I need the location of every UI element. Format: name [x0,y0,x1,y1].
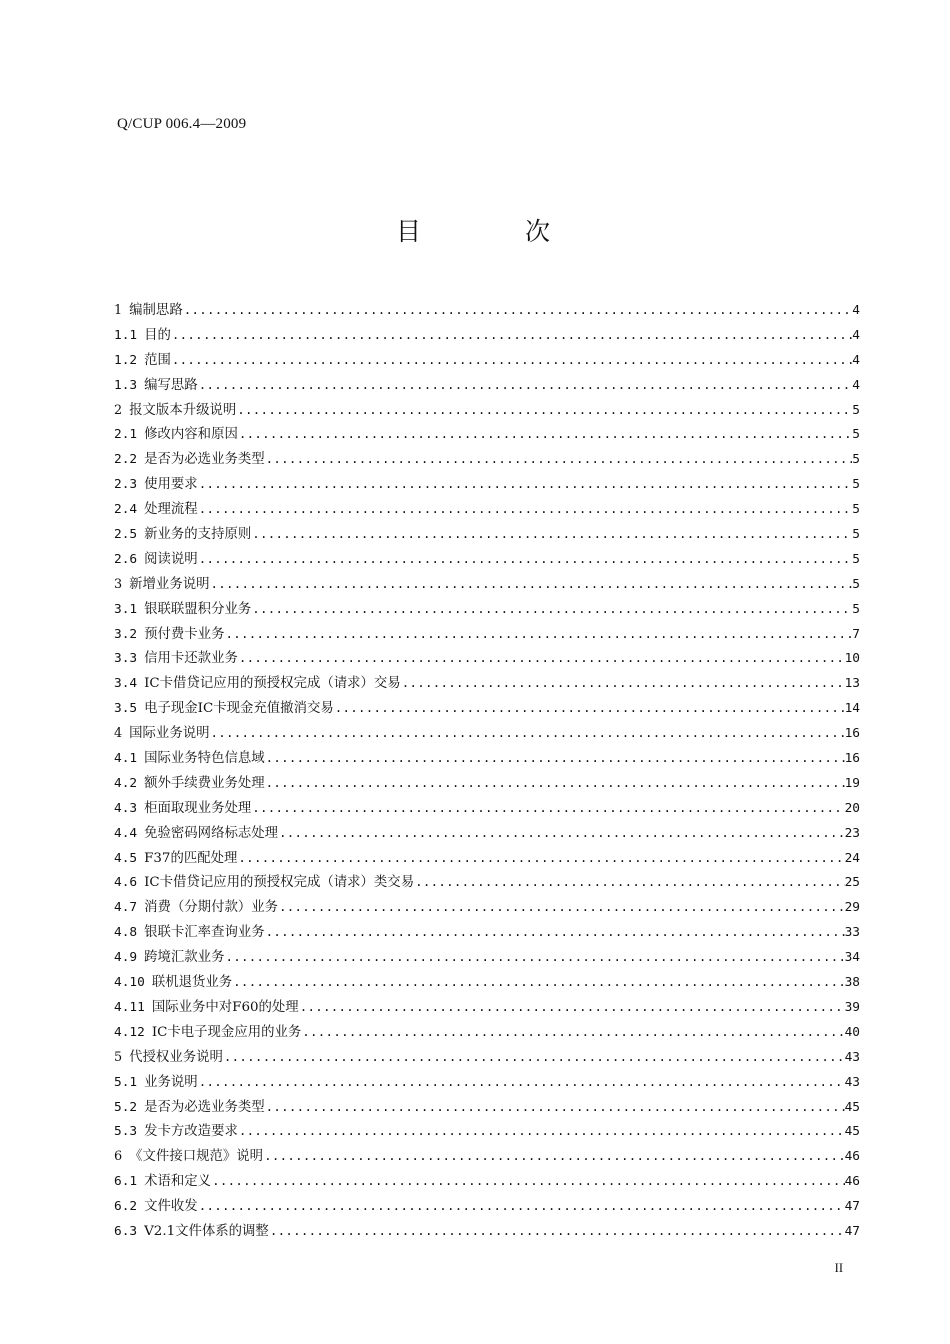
toc-entry-page: 45 [844,1099,860,1115]
toc-entry-number: 4.8 [114,925,138,941]
toc-dot-leader [414,870,844,895]
toc-entry[interactable] [114,323,860,348]
toc-entry-page: 43 [844,1049,860,1065]
toc-entry-number: 3.2 [114,626,138,642]
toc-entry-page: 23 [844,825,860,841]
toc-entry[interactable] [114,422,860,447]
toc-entry-number: 4.9 [114,950,138,966]
toc-entry-page: 43 [844,1074,860,1090]
toc-entry[interactable] [114,1119,860,1144]
toc-entry-number: 2.6 [114,551,138,567]
toc-dot-leader [211,1169,845,1194]
toc-dot-leader [401,671,845,696]
toc-entry[interactable] [114,348,860,373]
toc-entry-title: 跨境汇款业务 [144,950,225,966]
toc-dot-leader [251,522,852,547]
toc-entry-title: 电子现金IC卡现金充值撤消交易 [144,701,334,717]
toc-dot-leader [198,1070,845,1095]
toc-dot-leader [334,696,845,721]
toc-entry-number: 1.3 [114,377,138,393]
toc-entry-title: 使用要求 [144,477,198,493]
toc-entry[interactable] [114,1045,860,1070]
toc-entry-title: 国际业务中对F60的处理 [151,999,299,1015]
toc-entry-title: 代授权业务说明 [129,1049,223,1065]
toc-entry-page: 4 [852,377,860,393]
toc-entry[interactable] [114,373,860,398]
toc-entry[interactable] [114,671,860,696]
toc-entry-number: 1.2 [114,352,138,368]
toc-dot-leader [238,646,845,671]
toc-entry-page: 16 [844,726,860,742]
toc-entry-number: 4.3 [114,800,138,816]
toc-dot-leader [210,572,853,597]
toc-entry-page: 5 [852,551,860,567]
toc-entry-number: 4.12 [114,1024,145,1040]
toc-entry-title: 是否为必选业务类型 [144,1099,265,1115]
toc-entry-title: V2.1文件体系的调整 [144,1223,269,1239]
toc-entry-page: 14 [844,701,860,717]
toc-entry-title: 免验密码网络标志处理 [144,825,279,841]
toc-title: 目 次 [396,217,598,246]
toc-entry-title: 银联卡汇率查询业务 [144,925,265,941]
toc-entry[interactable] [114,796,860,821]
toc-dot-leader [238,1119,845,1144]
toc-entry-page: 39 [844,999,860,1015]
toc-entry-title: IC卡电子现金应用的业务 [151,1024,302,1040]
toc-entry-page: 5 [852,477,860,493]
toc-entry-page: 46 [844,1174,860,1190]
toc-entry-page: 10 [844,651,860,667]
toc-entry[interactable] [114,1020,860,1045]
toc-entry-number: 5.3 [114,1124,138,1140]
toc-dot-leader [301,1020,844,1045]
toc-dot-leader [198,497,853,522]
toc-dot-leader [265,920,845,945]
toc-entry-page: 13 [844,676,860,692]
toc-dot-leader [237,846,844,871]
toc-entry[interactable] [114,522,860,547]
toc-dot-leader [171,348,852,373]
toc-entry-page: 4 [852,352,860,368]
toc-entry-page: 19 [844,775,860,791]
toc-entry-title: IC卡借贷记应用的预授权完成（请求）类交易 [144,875,415,891]
document-code: Q/CUP 006.4—2009 [117,116,247,132]
toc-entry-title: 消费（分期付款）业务 [144,900,279,916]
toc-entry[interactable] [114,547,860,572]
toc-entry[interactable] [114,821,860,846]
toc-entry[interactable] [114,1144,860,1169]
toc-dot-leader [299,995,845,1020]
toc-dot-leader [198,373,853,398]
toc-entry-number: 2.2 [114,452,138,468]
toc-entry-page: 34 [844,950,860,966]
toc-entry-title: 阅读说明 [144,551,198,567]
toc-entry-page: 5 [852,452,860,468]
toc-entry-title: 术语和定义 [144,1174,212,1190]
toc-entry-number: 2.1 [114,427,138,443]
toc-dot-leader [171,323,852,348]
toc-entry[interactable] [114,846,860,871]
toc-entry[interactable] [114,771,860,796]
toc-dot-leader [198,472,853,497]
toc-entry-title: 国际业务说明 [129,726,210,742]
toc-entry[interactable] [114,472,860,497]
toc-entry-title: 发卡方改造要求 [144,1124,238,1140]
toc-entry-number: 4.6 [114,875,138,891]
toc-entry-number: 4.7 [114,900,138,916]
toc-entry-title: 国际业务特色信息域 [144,751,265,767]
toc-entry-page: 47 [844,1199,860,1215]
toc-entry-number: 1.1 [114,327,138,343]
toc-entry-title: 范围 [144,352,171,368]
toc-entry[interactable] [114,1194,860,1219]
toc-dot-leader [183,298,853,323]
toc-entry-title: 额外手续费业务处理 [144,775,265,791]
toc-entry-title: 银联联盟积分业务 [144,601,252,617]
toc-entry-page: 5 [852,601,860,617]
toc-dot-leader [263,1144,845,1169]
toc-entry-number: 3.1 [114,601,138,617]
toc-entry-title: F37的匹配处理 [144,850,238,866]
toc-entry[interactable] [114,298,860,323]
toc-entry-page: 4 [852,327,860,343]
toc-entry-number: 6 [114,1149,123,1165]
toc-entry[interactable] [114,1169,860,1194]
toc-dot-leader [251,597,852,622]
toc-entry-number: 4.4 [114,825,138,841]
toc-entry-number: 4 [114,726,123,742]
toc-entry-number: 5 [114,1049,123,1065]
toc-entry-number: 6.2 [114,1199,138,1215]
toc-entry-title: 《文件接口规范》说明 [129,1149,264,1165]
toc-entry-number: 4.1 [114,751,138,767]
toc-entry-title: 修改内容和原因 [144,427,238,443]
toc-dot-leader [265,746,845,771]
toc-entry-page: 5 [852,576,860,592]
toc-entry-title: IC卡借贷记应用的预授权完成（请求）交易 [144,676,401,692]
toc-dot-leader [198,1194,845,1219]
toc-entry-number: 4.5 [114,850,138,866]
toc-entry-page: 5 [852,427,860,443]
toc-entry-number: 3 [114,576,123,592]
page-number: II [834,1261,843,1275]
toc-entry-number: 4.11 [114,999,145,1015]
toc-entry[interactable] [114,920,860,945]
toc-dot-leader [210,721,845,746]
toc-entry[interactable] [114,696,860,721]
toc-entry-title: 目的 [144,327,171,343]
toc-entry-number: 2.4 [114,502,138,518]
toc-entry-title: 柜面取现业务处理 [144,800,252,816]
toc-dot-leader [269,1219,845,1244]
toc-entry[interactable] [114,1070,860,1095]
toc-entry-page: 29 [844,900,860,916]
toc-dot-leader [265,771,845,796]
toc-dot-leader [236,398,852,423]
toc-dot-leader [265,1095,845,1120]
toc-entry[interactable] [114,895,860,920]
toc-dot-leader [224,622,852,647]
toc-entry[interactable] [114,721,860,746]
toc-entry-number: 4.2 [114,775,138,791]
toc-entry-number: 5.1 [114,1074,138,1090]
toc-entry[interactable] [114,572,860,597]
toc-entry-number: 1 [114,303,123,318]
toc-entry-number: 6.3 [114,1223,138,1239]
toc-entry-page: 45 [844,1124,860,1140]
toc-entry-number: 2.5 [114,527,138,543]
toc-entry-title: 报文版本升级说明 [129,402,237,418]
toc-entry-number: 3.5 [114,701,138,717]
toc-entry-title: 是否为必选业务类型 [144,452,265,468]
toc-entry-page: 25 [844,875,860,891]
toc-entry-number: 3.4 [114,676,138,692]
toc-entry-page: 16 [844,751,860,767]
toc-entry[interactable] [114,970,860,995]
toc-entry-title: 预付费卡业务 [144,626,225,642]
toc-dot-leader [223,1045,845,1070]
toc-entry-number: 2 [114,402,123,418]
toc-entry-number: 5.2 [114,1099,138,1115]
toc-entry-title: 文件收发 [144,1199,198,1215]
toc-dot-leader [265,447,853,472]
toc-dot-leader [278,821,845,846]
toc-entry-title: 编制思路 [129,303,183,318]
toc-dot-leader [198,547,853,572]
toc-entry-page: 5 [852,527,860,543]
toc-entry[interactable] [114,1095,860,1120]
toc-entry-page: 38 [844,975,860,991]
toc-entry-title: 处理流程 [144,502,198,518]
toc-entry-page: 7 [852,626,860,642]
toc-entry-title: 新业务的支持原则 [144,527,252,543]
toc-entry-number: 4.10 [114,975,145,991]
toc-entry-title: 业务说明 [144,1074,198,1090]
toc-entry-page: 24 [844,850,860,866]
toc-entry-page: 5 [852,402,860,418]
toc-entry-title: 信用卡还款业务 [144,651,238,667]
toc-entry[interactable] [114,447,860,472]
toc-entry-page: 47 [844,1223,860,1239]
toc-entry-page: 46 [844,1149,860,1165]
toc-dot-leader [251,796,844,821]
toc-entry[interactable] [114,746,860,771]
toc-entry[interactable] [114,646,860,671]
toc-entry-page: 40 [844,1024,860,1040]
toc-entry[interactable] [114,622,860,647]
toc-entry[interactable] [114,1219,860,1244]
toc-entry[interactable] [114,497,860,522]
toc-entry-number: 2.3 [114,477,138,493]
toc-entry-title: 编写思路 [144,377,198,393]
toc-dot-leader [278,895,845,920]
toc-entry[interactable] [114,597,860,622]
toc-dot-leader [232,970,844,995]
toc-dot-leader [224,945,844,970]
toc-entry[interactable] [114,945,860,970]
table-of-contents [114,298,860,1244]
toc-entry-page: 4 [852,303,860,318]
toc-entry-number: 6.1 [114,1174,138,1190]
toc-entry[interactable] [114,995,860,1020]
toc-entry-page: 20 [844,800,860,816]
toc-entry-page: 5 [852,502,860,518]
toc-entry-title: 联机退货业务 [151,975,233,991]
toc-entry-page: 33 [844,925,860,941]
toc-dot-leader [238,422,852,447]
toc-entry[interactable] [114,870,860,895]
toc-entry-title: 新增业务说明 [129,576,210,592]
toc-entry-number: 3.3 [114,651,138,667]
toc-entry[interactable] [114,398,860,423]
